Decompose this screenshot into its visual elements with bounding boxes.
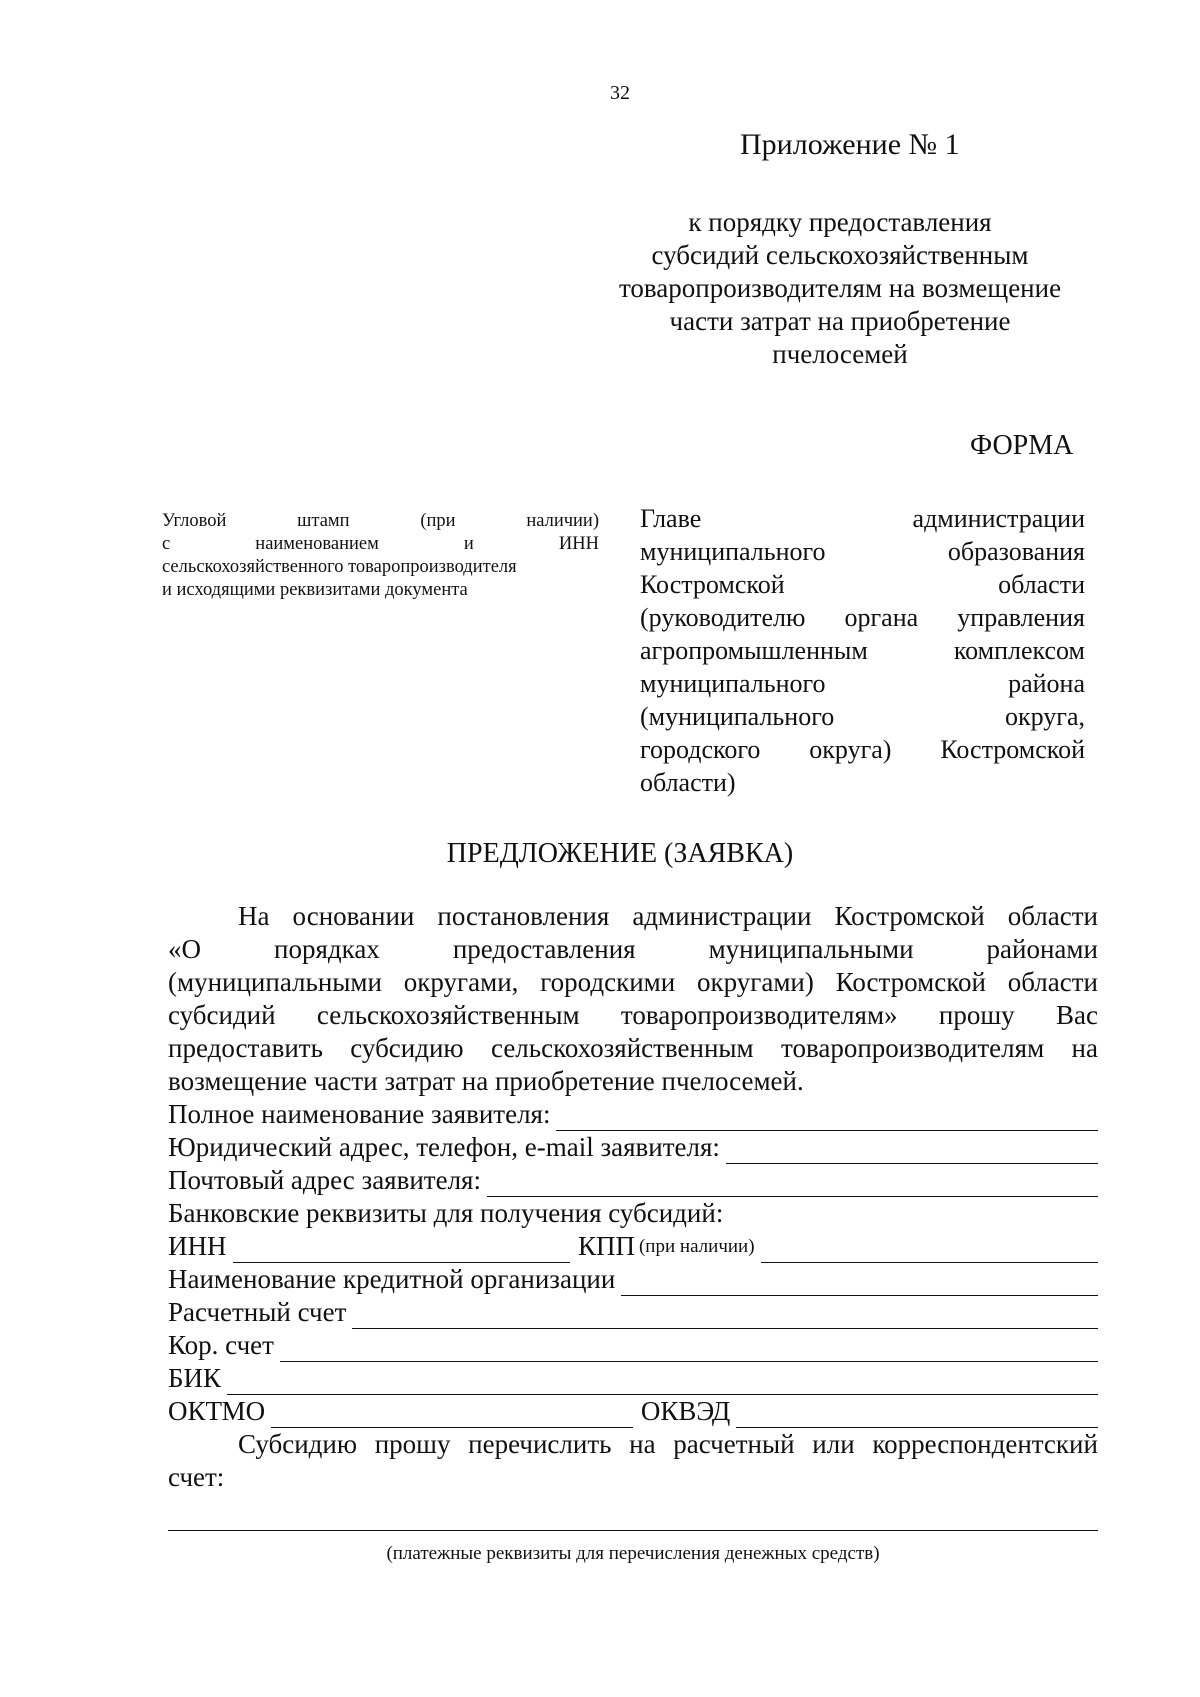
word: Угловой xyxy=(162,511,227,531)
payment-details-input-line[interactable] xyxy=(168,1500,1098,1531)
paragraph-line: счет: xyxy=(168,1462,225,1492)
word: или xyxy=(812,1429,855,1459)
word: Вас xyxy=(1055,1000,1098,1030)
bik-field xyxy=(168,1362,1098,1395)
word: Костромской xyxy=(940,735,1085,764)
word: штамп xyxy=(297,511,350,531)
word: (муниципального xyxy=(640,702,835,731)
word: сельскохозяйственным xyxy=(491,1033,754,1063)
appendix-subtitle-line: товаропроизводителям на возмещение xyxy=(618,273,1062,303)
word: (при xyxy=(420,511,456,531)
word: городскими xyxy=(540,967,676,997)
addressee-line xyxy=(640,700,1085,733)
word: порядках xyxy=(274,934,380,964)
paragraph-line xyxy=(168,966,1098,999)
word: товаропроизводителям xyxy=(781,1033,1045,1063)
word: прошу xyxy=(938,1000,1015,1030)
word: расчетный xyxy=(673,1429,795,1459)
stamp-note-line xyxy=(162,533,599,556)
settlement-account-field xyxy=(168,1296,1098,1329)
paragraph-line xyxy=(168,1032,1098,1065)
appendix-title: Приложение № 1 xyxy=(740,128,960,161)
word: предоставления xyxy=(452,934,636,964)
word: области xyxy=(998,570,1085,599)
paragraph-line: возмещение части затрат на приобретение пчелосемей. xyxy=(168,1066,804,1096)
paragraph-line xyxy=(168,933,1098,966)
inn-label: ИНН xyxy=(168,1231,227,1261)
inn-input-line[interactable] xyxy=(233,1242,570,1263)
appendix-subtitle-line: субсидий сельскохозяйственным xyxy=(651,240,1029,270)
addressee-line xyxy=(640,634,1085,667)
paragraph-line xyxy=(168,1428,1098,1461)
word: перечислить xyxy=(468,1429,612,1459)
word: наличии) xyxy=(526,511,599,531)
word: наименованием xyxy=(255,534,379,554)
word: На xyxy=(238,901,270,931)
form-label: ФОРМА xyxy=(970,430,1074,461)
settlement-account-label: Расчетный счет xyxy=(168,1297,347,1327)
appendix-subtitle-line: к порядку предоставления xyxy=(688,207,992,237)
word: предоставить xyxy=(168,1033,323,1063)
word: муниципального xyxy=(640,537,826,566)
word: Костромской xyxy=(640,570,785,599)
word: округами, xyxy=(403,967,519,997)
stamp-note-line xyxy=(162,510,599,533)
word: округами) xyxy=(697,967,814,997)
appendix-subtitle-line: части затрат на приобретение xyxy=(669,306,1011,336)
paragraph-line xyxy=(168,999,1098,1032)
word: Субсидию xyxy=(238,1429,358,1459)
full-name-label: Полное наименование заявителя: xyxy=(168,1099,551,1129)
oktmo-okved-row xyxy=(168,1395,1098,1428)
addressee-line xyxy=(640,568,1085,601)
oktmo-label: ОКТМО xyxy=(168,1396,266,1426)
settlement-account-input-line[interactable] xyxy=(352,1308,1098,1329)
bank-details-heading xyxy=(168,1197,1098,1230)
word: на xyxy=(1071,1033,1098,1063)
word: (руководителю xyxy=(640,603,806,632)
corner-stamp-note xyxy=(162,510,599,602)
word: округа) xyxy=(809,735,892,764)
word: образования xyxy=(947,537,1085,566)
word: органа xyxy=(844,603,919,632)
full-name-input-line[interactable] xyxy=(556,1110,1098,1131)
word: управления xyxy=(957,603,1085,632)
bank-name-input-line[interactable] xyxy=(621,1275,1098,1296)
word: ИНН xyxy=(558,534,599,554)
addressee-line xyxy=(640,733,1085,766)
word: районами xyxy=(986,934,1098,964)
corr-account-field xyxy=(168,1329,1098,1362)
kpp-label: КПП xyxy=(577,1231,635,1261)
postal-address-input-line[interactable] xyxy=(487,1176,1098,1197)
kpp-note: (при наличии) xyxy=(638,1236,755,1257)
payment-details-caption: (платежные реквизиты для перечисления денежных средств) xyxy=(386,1543,880,1564)
word: прошу xyxy=(374,1429,451,1459)
word: администрации xyxy=(912,504,1085,533)
word: (муниципальными xyxy=(168,967,382,997)
word: администрации xyxy=(632,901,812,931)
word: Костромской xyxy=(835,967,986,997)
bank-name-field xyxy=(168,1263,1098,1296)
word: агропромышленным xyxy=(640,636,868,665)
word: и xyxy=(463,534,474,554)
paragraph-line xyxy=(168,900,1098,933)
word: товаропроизводителям» xyxy=(620,1000,898,1030)
word: Главе xyxy=(640,504,702,533)
page-number: 32 xyxy=(610,82,630,104)
addressee-line xyxy=(640,535,1085,568)
stamp-note-line: сельскохозяйственного товаропроизводителя xyxy=(162,557,517,577)
word: комплексом xyxy=(953,636,1085,665)
bik-input-line[interactable] xyxy=(227,1374,1098,1395)
word: сельскохозяйственным xyxy=(316,1000,580,1030)
kpp-input-line[interactable] xyxy=(761,1242,1098,1263)
word: постановления xyxy=(437,901,610,931)
word: на xyxy=(629,1429,656,1459)
postal-address-field xyxy=(168,1164,1098,1197)
full-name-field xyxy=(168,1098,1098,1131)
addressee-line: области) xyxy=(640,768,736,797)
word: субсидий xyxy=(168,1000,276,1030)
bank-name-label: Наименование кредитной организации xyxy=(168,1264,616,1294)
word: муниципальными xyxy=(708,934,914,964)
application-body xyxy=(168,900,1098,1570)
appendix-subtitle-line: пчелосемей xyxy=(772,339,908,369)
word: основании xyxy=(292,901,415,931)
inn-kpp-row xyxy=(168,1230,1098,1263)
stamp-note-line: и исходящими реквизитами документа xyxy=(162,580,468,600)
legal-address-label: Юридический адрес, телефон, e-mail заявителя: xyxy=(168,1132,720,1162)
addressee-line xyxy=(640,601,1085,634)
word: с xyxy=(162,534,171,554)
corr-account-label: Кор. счет xyxy=(168,1330,274,1360)
legal-address-input-line[interactable] xyxy=(726,1143,1098,1164)
addressee-line xyxy=(640,667,1085,700)
word: области xyxy=(1007,967,1098,997)
word: муниципального xyxy=(640,669,826,698)
okved-input-line[interactable] xyxy=(736,1407,1098,1428)
appendix-subtitle xyxy=(600,206,1080,371)
word: округа, xyxy=(1005,702,1085,731)
bank-details-label: Банковские реквизиты для получения субсидий: xyxy=(168,1198,724,1228)
corr-account-input-line[interactable] xyxy=(280,1341,1098,1362)
word: городского xyxy=(640,735,761,764)
word: корреспондентский xyxy=(872,1429,1098,1459)
word: области xyxy=(1007,901,1098,931)
oktmo-input-line[interactable] xyxy=(271,1407,633,1428)
word: «О xyxy=(168,934,201,964)
word: района xyxy=(1008,669,1085,698)
bik-label: БИК xyxy=(168,1363,222,1393)
addressee-block xyxy=(640,502,1085,799)
word: субсидию xyxy=(350,1033,464,1063)
addressee-line xyxy=(640,502,1085,535)
legal-address-field xyxy=(168,1131,1098,1164)
postal-address-label: Почтовый адрес заявителя: xyxy=(168,1165,481,1195)
okved-label: ОКВЭД xyxy=(640,1396,731,1426)
proposal-title: ПРЕДЛОЖЕНИЕ (ЗАЯВКА) xyxy=(446,838,794,869)
word: Костромской xyxy=(834,901,985,931)
